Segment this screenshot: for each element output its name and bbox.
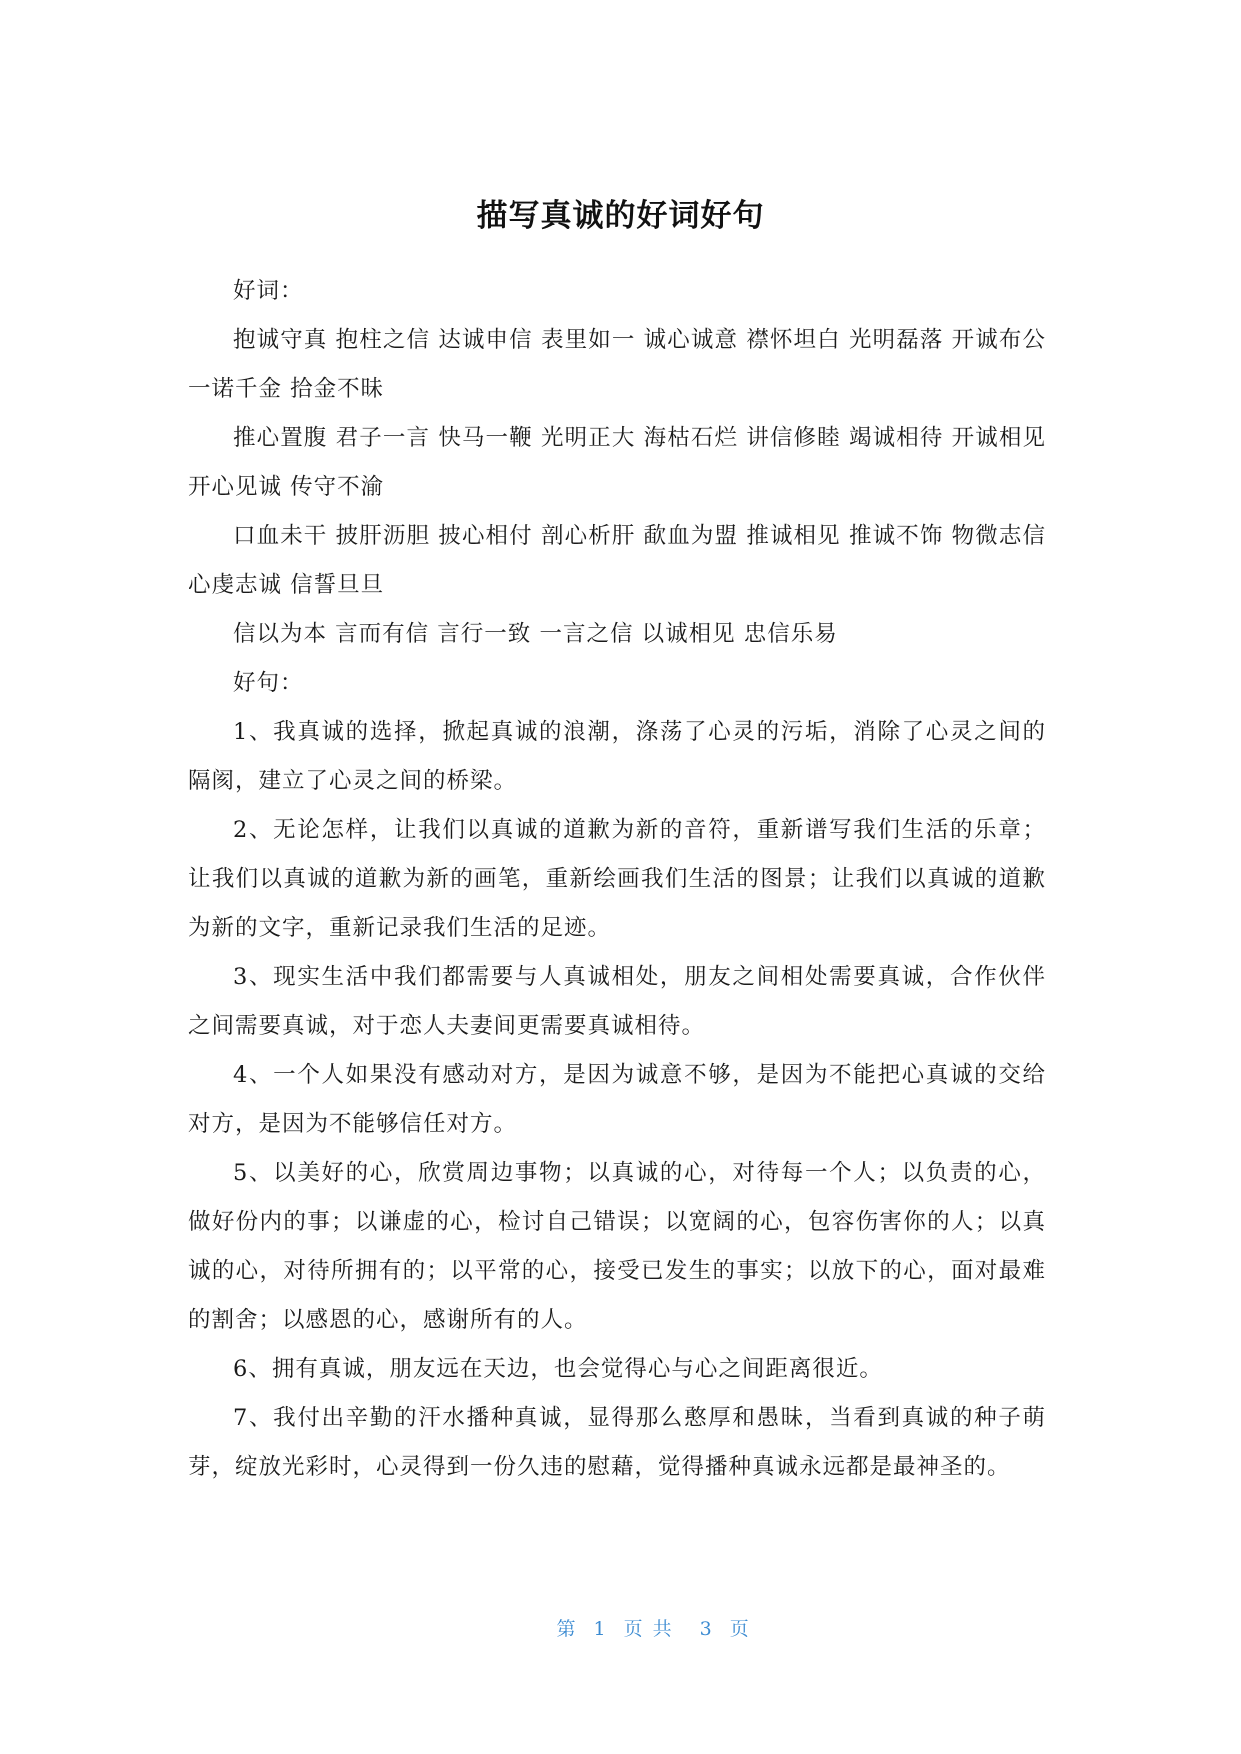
paragraph: 1、我真诚的选择，掀起真诚的浪潮，涤荡了心灵的污垢，消除了心灵之间的隔阂，建立了心灵之间的桥梁。 [188,719,1046,794]
footer-label-of: 页共 [623,1618,682,1640]
paragraph: 4、一个人如果没有感动对方，是因为诚意不够，是因为不能把心真诚的交给对方，是因为不能够信任对方。 [188,1062,1046,1137]
paragraph: 2、无论怎样，让我们以真诚的道歉为新的音符，重新谱写我们生活的乐章；让我们以真诚的道歉为新的画笔，重新绘画我们生活的图景；让我们以真诚的道歉为新的文字，重新记录我们生活的足迹。 [188,817,1046,941]
section-heading-sentences: 好句： [233,670,304,696]
section-heading-words: 好词： [233,278,304,304]
document-body [188,267,1046,1492]
footer-label-page: 第 [556,1618,576,1640]
page-title: 描写真诚的好词好句 [476,198,765,234]
paragraph: 口血未干 披肝沥胆 披心相付 剖心析肝 歃血为盟 推诚相见 推诚不饰 物微志信 心虔志诚 信誓旦旦 [188,523,1046,598]
paragraph: 抱诚守真 抱柱之信 达诚申信 表里如一 诚心诚意 襟怀坦白 光明磊落 开诚布公 一诺千金 拾金不昧 [188,327,1046,402]
paragraph: 5、以美好的心，欣赏周边事物；以真诚的心，对待每一个人；以负责的心，做好份内的事；以谦虚的心，检讨自己错误；以宽阔的心，包容伤害你的人；以真诚的心，对待所拥有的；以平常的心，接受已发生的事实；以放下的心，面对最难的割舍；以感恩的心，感谢所有的人。 [188,1160,1046,1333]
footer-current-page: 1 [593,1618,606,1640]
paragraph: 信以为本 言而有信 言行一致 一言之信 以诚相见 忠信乐易 [233,621,838,647]
paragraph: 6、拥有真诚，朋友远在天边，也会觉得心与心之间距离很近。 [233,1356,883,1382]
paragraph: 7、我付出辛勤的汗水播种真诚，显得那么憨厚和愚昧，当看到真诚的种子萌芽，绽放光彩时，心灵得到一份久违的慰藉，觉得播种真诚永远都是最神圣的。 [188,1405,1046,1480]
paragraph: 3、现实生活中我们都需要与人真诚相处，朋友之间相处需要真诚，合作伙伴之间需要真诚，对于恋人夫妻间更需要真诚相待。 [188,964,1046,1039]
footer-total-pages: 3 [699,1618,712,1640]
footer-label-end: 页 [729,1618,749,1640]
paragraph: 推心置腹 君子一言 快马一鞭 光明正大 海枯石烂 讲信修睦 竭诚相待 开诚相见 开心见诚 传守不渝 [188,425,1046,500]
page-footer [0,1592,1241,1663]
